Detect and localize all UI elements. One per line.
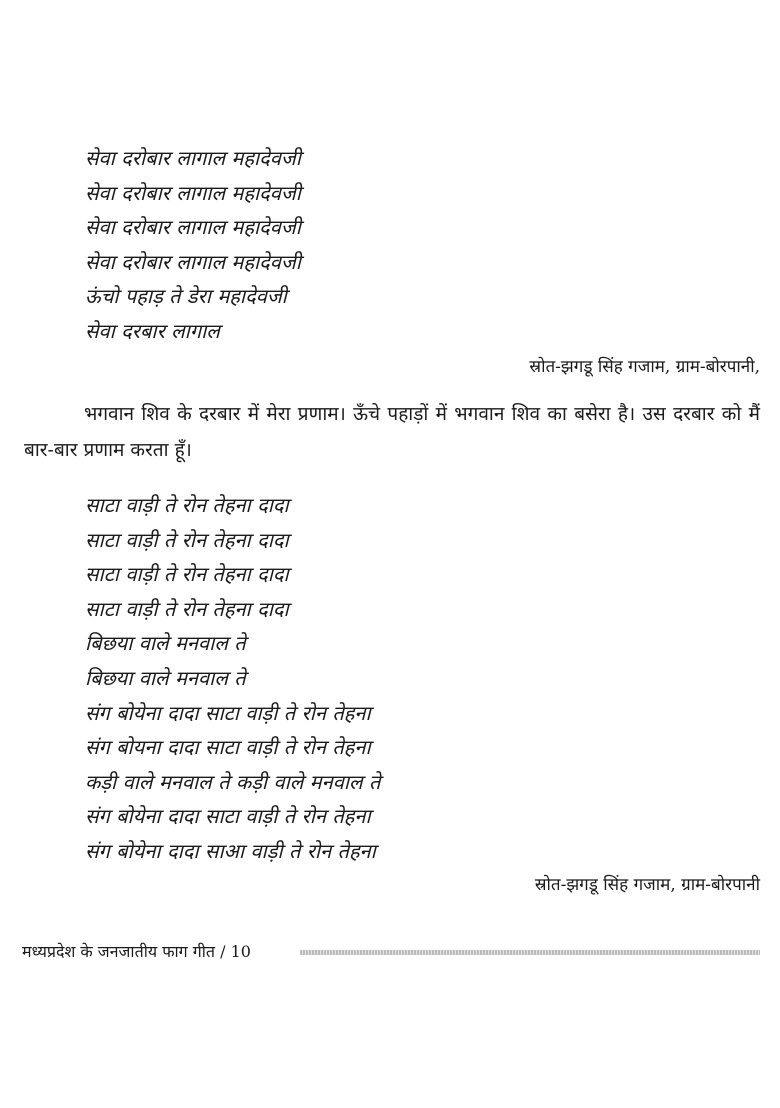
verse-line: साटा वाड़ी ते रोन तेहना दादा	[85, 596, 289, 621]
song-2-source: स्रोत-झगडू सिंह गजाम, ग्राम-बोरपानी	[534, 875, 760, 895]
verse-line: साटा वाड़ी ते रोन तेहना दादा	[85, 493, 289, 517]
verse-line: साटा वाड़ी ते रोन तेहना दादा	[85, 527, 289, 552]
verse-line: सेवा दरबार लागाल	[85, 318, 220, 343]
song-1-source: स्रोत-झगडू सिंह गजाम, ग्राम-बोरपानी,	[529, 357, 760, 377]
verse-line: सेवा दरोबार लागाल महादेवजी	[85, 146, 301, 170]
verse-line: साटा वाड़ी ते रोन तेहना दादा	[85, 562, 289, 587]
song-1	[85, 141, 301, 349]
footer-rule	[300, 950, 760, 955]
verse-line: सेवा दरोबार लागाल महादेवजी	[85, 249, 301, 274]
verse-line: सेवा दरोबार लागाल महादेवजी	[85, 180, 301, 205]
song-2	[85, 488, 380, 869]
verse-line: संग बोयना दादा साटा वाड़ी ते रोन तेहना	[85, 735, 371, 760]
verse-line: बिछया वाले मनवाल ते	[85, 665, 246, 690]
paragraph: भगवान शिव के दरबार में मेरा प्रणाम। ऊँचे पहाड़ों में भगवान शिव का बसेरा है। उस दरबार को मैं बार-बार प्रणाम करता हूँ।	[24, 403, 760, 461]
verse-line: ऊंचो पहाड़ ते डेरा महादेवजी	[85, 284, 287, 309]
verse-line: सेवा दरोबार लागाल महादेवजी	[85, 215, 301, 240]
verse-line: संग बोयेना दादा साआ वाड़ी ते रोन तेहना	[85, 838, 376, 863]
verse-line: संग बोयेना दादा साटा वाड़ी ते रोन तेहना	[85, 804, 371, 829]
page-footer: मध्यप्रदेश के जनजातीय फाग गीत / 10	[22, 942, 251, 961]
verse-line: बिछया वाले मनवाल ते	[85, 631, 246, 656]
verse-line: संग बोयेना दादा साटा वाड़ी ते रोन तेहना	[85, 700, 371, 725]
verse-line: कड़ी वाले मनवाल ते कड़ी वाले मनवाल ते	[85, 769, 381, 794]
